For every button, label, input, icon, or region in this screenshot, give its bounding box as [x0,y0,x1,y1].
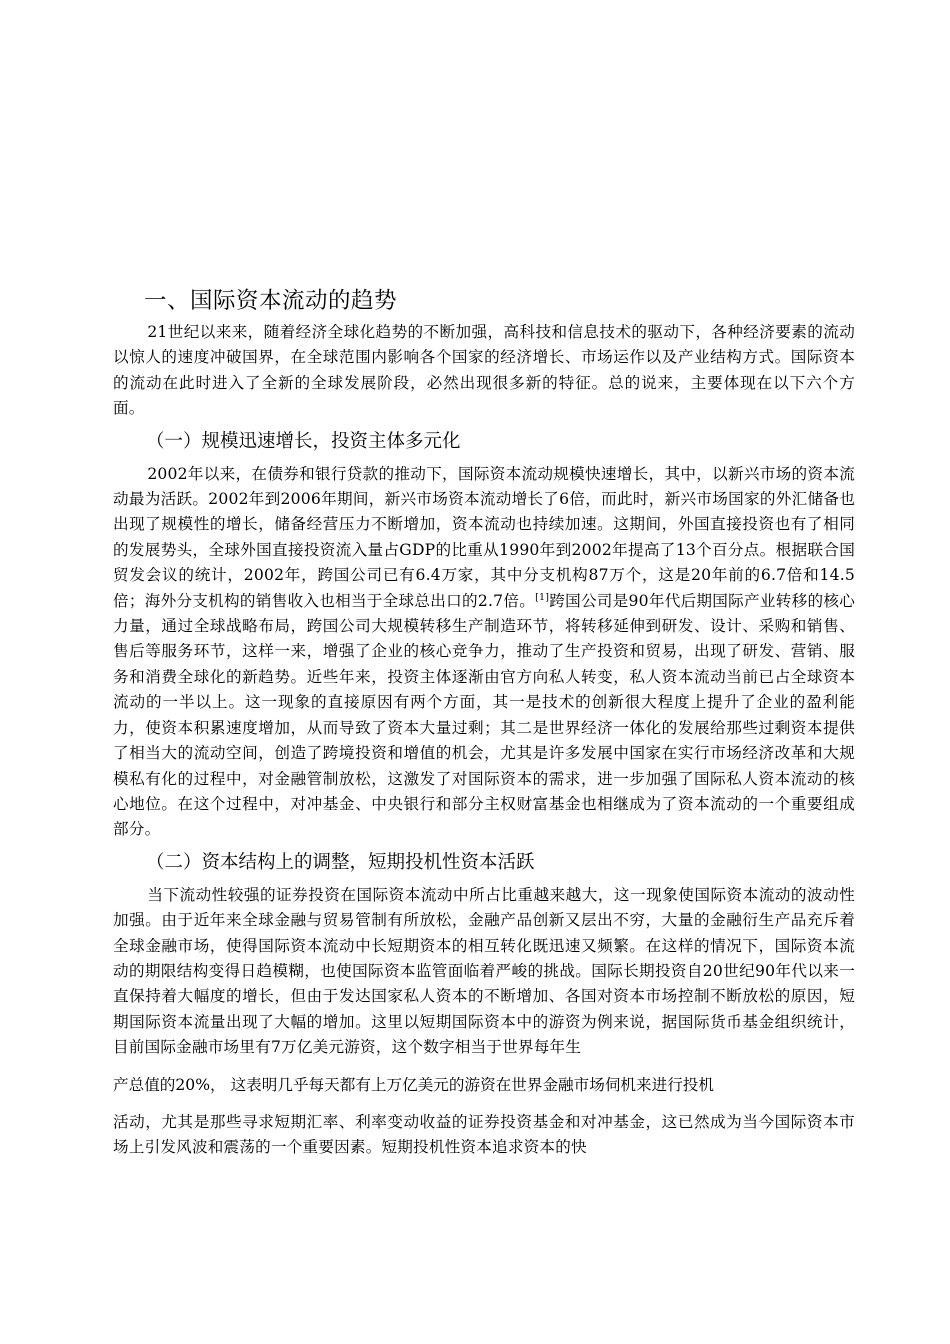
citation-ref[interactable]: [1] [535,591,550,603]
subsection-heading-1: （一）规模迅速增长，投资主体多元化 [146,430,461,452]
subsection-1-text-b: 跨国公司是90年代后期国际产业转移的核心力量，通过全球战略布局，跨国公司大规模转移生产制造环节，将转移延伸到研发、设计、采购和销售、售后等服务环节，这样一来，增强了企业的核心竞争力，推动了生产投资和贸易，出现了研发、营销、服务和消费全球化的新趋势。近些年来，投资主体逐渐由官方向私人转变，私人资本流动当前已占全球资本流动的一半以上。这一现象的直接原因有两个方面，其一是技术的创新很大程度上提升了企业的盈利能力，使资本积累速度增加，从而导致了资本大量过剩；其二是世界经济一体化的发展给那些过剩资本提供了相当大的流动空间，创造了跨境投资和增值的机会，尤其是许多发展中国家在实行市场经济改革和大规模私有化的过程中，对金融管制放松，这激发了对国际资本的需求，进一步加强了国际私人资本流动的核心地位。在这个过程中，对冲基金、中央银行和部分主权财富基金也相继成为了资本流动的一个重要组成部分。 [113,591,856,839]
subsection-2-line: 产总值的20%， 这表明几乎每天都有上万亿美元的游资在世界金融市场伺机来进行投机 [113,1075,714,1094]
subsection-heading-2: （二）资本结构上的调整，短期投机性资本活跃 [146,851,535,873]
intro-paragraph: 21世纪以来来，随着经济全球化趋势的不断加强，高科技和信息技术的驱动下，各种经济要素的流动以惊人的速度冲破国界，在全球范围内影响各个国家的经济增长、市场运作以及产业结构方式。国际资本的流动在此时进入了全新的全球发展阶段，必然出现很多新的特征。总的说来，主要体现在以下六个方面。 [113,323,855,418]
subsection-2-tail: 活动，尤其是那些寻求短期汇率、利率变动收益的证券投资基金和对冲基金，这已然成为当今国际资本市场上引发风波和震荡的一个重要因素。短期投机性资本追求资本的快 [113,1112,855,1157]
document-body [113,282,855,1161]
subsection-1-text-a: 2002年以来，在债券和银行贷款的推动下，国际资本流动规模快速增长，其中，以新兴市场的资本流动最为活跃。2002年到2006年期间，新兴市场资本流动增长了6倍，而此时，新兴市场国家的外汇储备也出现了规模性的增长，储备经营压力不断增加，资本流动也持续加速。这期间，外国直接投资也有了相同的发展势头，全球外国直接投资流入量占GDP的比重从1990年到2002年提高了13个百分点。根据联合国贸发会议的统计，2002年，跨国公司已有6.4万家，其中分支机构87万个，这是20年前的6.7倍和14.5倍；海外分支机构的销售收入也相当于全球总出口的2.7倍。 [113,464,855,610]
section-heading: 一、国际资本流动的趋势 [144,288,398,314]
subsection-1-paragraph [113,462,855,843]
subsection-2-paragraph: 当下流动性较强的证券投资在国际资本流动中所占比重越来越大，这一现象使国际资本流动的波动性加强。由于近年来全球金融与贸易管制有所放松，金融产品创新又层出不穷，大量的金融衍生产品充斥着全球金融市场，使得国际资本流动中长短期资本的相互转化既迅速又频繁。在这样的情况下，国际资本流动的期限结构变得日趋模糊，也使国际资本监管面临着严峻的挑战。国际长期投资自20世纪90年代以来一直保持着大幅度的增长，但由于发达国家私人资本的不断增加、各国对资本市场控制不断放松的原因，短期国际资本流量出现了大幅的增加。这里以短期国际资本中的游资为例来说，据国际货币基金组织统计，目前国际金融市场里有7万亿美元游资，这个数字相当于世界每年生 [113,885,855,1057]
